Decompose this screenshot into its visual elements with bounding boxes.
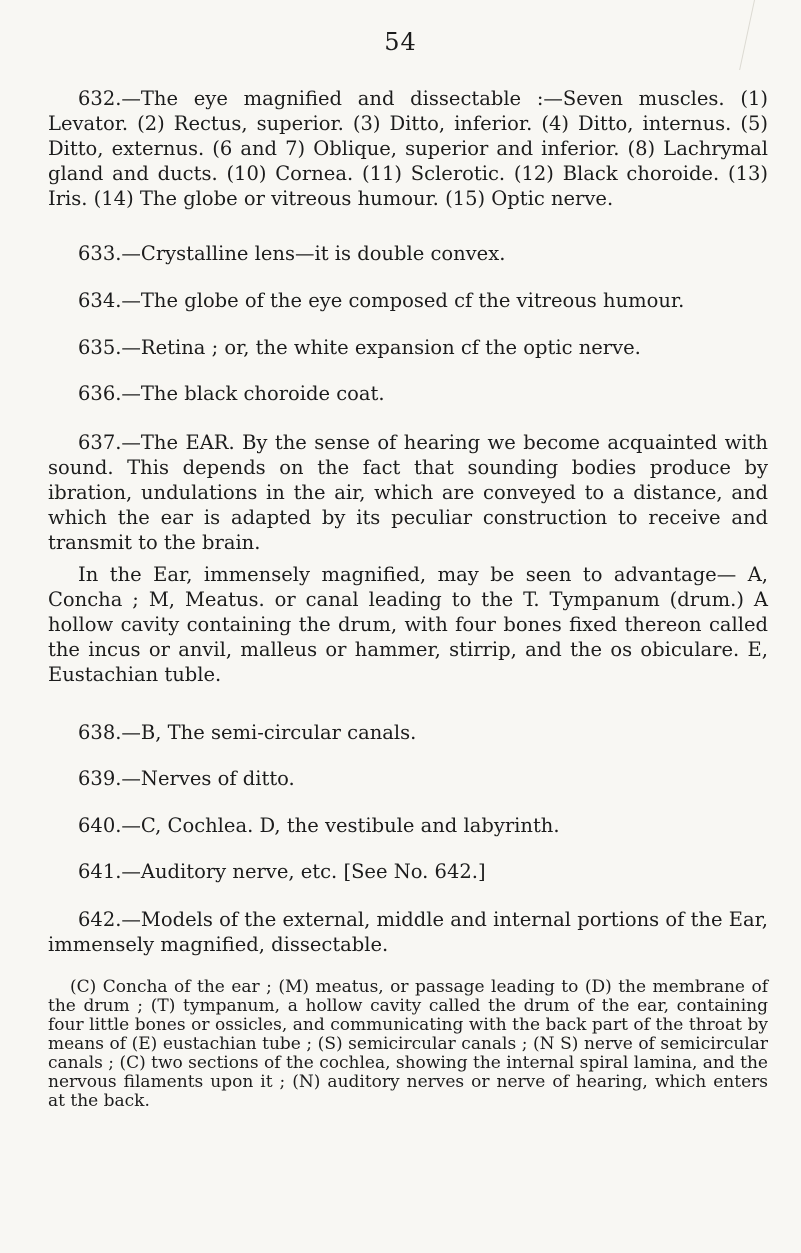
paragraph-ear-description [48,562,768,687]
paragraph-ear-description-text: In the Ear, immensely magnified, may be seen to advantage— A, Concha ; M, Meatus. or canal leading to the T. Tympanum (drum.) A hollow cavity containing the drum, with four bones fixed thereon called the incus or anvil, malleus or hammer, stirrip, and the os obiculare. E, Eustachian tuble. [48,563,768,686]
paragraph-636-text: 636.—The black choroide coat. [78,382,385,405]
paragraph-634-text: 634.—The globe of the eye composed cf the vitreous humour. [78,289,685,312]
paragraph-634 [48,288,768,313]
paragraph-641 [48,859,768,884]
paragraph-637-text: 637.—The EAR. By the sense of hearing we become acquainted with sound. This depends on the fact that sounding bodies produce by ibration, undulations in the air, which are conveyed to a distance, and which the ear is adapted by its peculiar construction to receive and transmit to the brain. [48,431,768,554]
paragraph-637 [48,430,768,555]
paragraph-640 [48,813,768,838]
footnote-text: (C) Concha of the ear ; (M) meatus, or passage leading to (D) the membrane of the drum ; (T) tympanum, a hollow cavity called the drum of the ear, containing four little bones or ossicles, and communicating with the back part of the throat by means of (E) eustachian tube ; (S) semicircular canals ; (N S) nerve of semicircular canals ; (C) two sections of the cochlea, showing the internal spiral lamina, and the nervous filaments upon it ; (N) auditory nerves or nerve of hearing, which enters at the back. [48,977,768,1111]
paragraph-638 [48,720,768,745]
page-number: 54 [384,28,417,56]
paragraph-633-text: 633.—Crystalline lens—it is double convex. [78,242,506,265]
paragraph-642-text: 642.—Models of the external, middle and internal portions of the Ear, immensely magnified, dissectable. [48,908,768,956]
paragraph-635 [48,335,768,360]
paragraph-638-text: 638.—B, The semi-circular canals. [78,721,417,744]
paragraph-639-text: 639.—Nerves of ditto. [78,767,295,790]
paragraph-632-text: 632.—The eye magnified and dissectable :—Seven muscles. (1) Levator. (2) Rectus, superior. (3) Ditto, inferior. (4) Ditto, internus. (5) Ditto, externus. (6 and 7) Oblique, superior and inferior. (8) Lachrymal gland and ducts. (10) Cornea. (11) Sclerotic. (12) Black choroide. (13) Iris. (14) The globe or vitreous humour. (15) Optic nerve. [48,87,768,210]
footnote [48,978,768,1111]
paragraph-636 [48,381,768,406]
paragraph-633 [48,241,768,266]
paragraph-639 [48,766,768,791]
paragraph-640-text: 640.—C, Cochlea. D, the vestibule and labyrinth. [78,814,560,837]
paragraph-632 [48,86,768,211]
paragraph-635-text: 635.—Retina ; or, the white expansion cf the optic nerve. [78,336,641,359]
paragraph-642 [48,907,768,957]
paragraph-641-text: 641.—Auditory nerve, etc. [See No. 642.] [78,860,486,883]
